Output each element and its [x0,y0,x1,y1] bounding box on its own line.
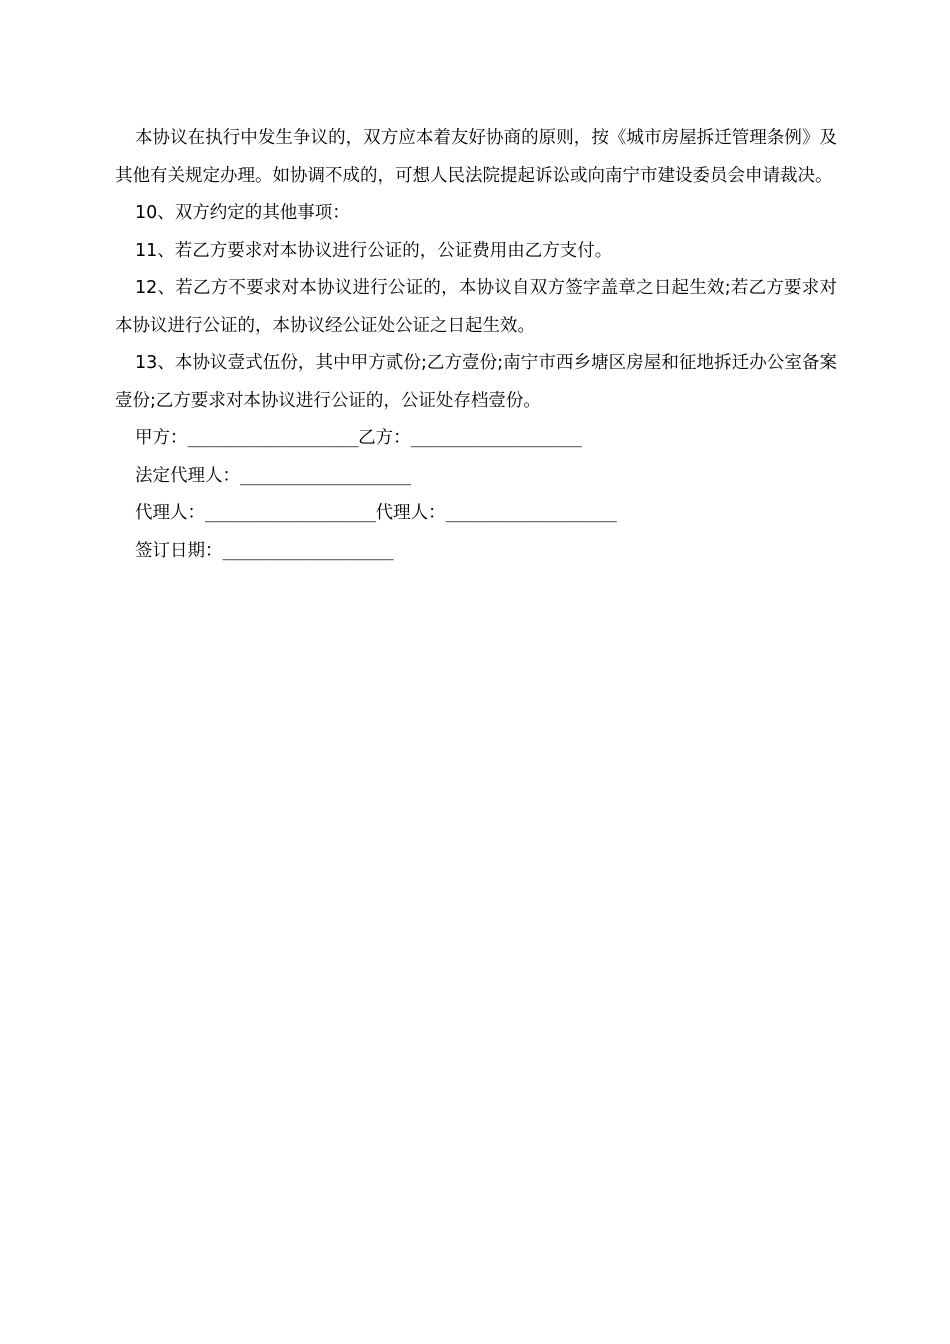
clause-12: 12、若乙方不要求对本协议进行公证的，本协议自双方签字盖章之日起生效;若乙方要求对本协议进行公证的，本协议经公证处公证之日起生效。 [115,278,837,336]
agent-a-blank: _________________ [205,503,376,523]
legal-representative-blank: _________________ [240,465,411,486]
party-b-label: 乙方： [358,428,411,448]
document-body [115,120,837,570]
signing-date-label: 签订日期： [135,540,223,561]
legal-representative-label: 法定代理人： [135,465,240,486]
signing-date-blank: _________________ [222,540,394,561]
agent-row [115,495,837,533]
clause-11: 11、若乙方要求对本协议进行公证的，公证费用由乙方支付。 [135,240,613,261]
party-b-signature-blank: _________________ [410,428,582,448]
party-a-label: 甲方： [135,428,188,448]
clause-13: 13、本协议壹式伍份，其中甲方贰份;乙方壹份;南宁市西乡塘区房屋和征地拆迁办公室备案壹份;乙方要求对本协议进行公证的，公证处存档壹份。 [115,353,837,411]
dispute-clause: 本协议在执行中发生争议的，双方应本着友好协商的原则，按《城市房屋拆迁管理条例》及其他有关规定办理。如协调不成的，可想人民法院提起诉讼或向南宁市建设委员会申请裁决。 [115,128,837,186]
signing-date-row [115,533,837,571]
agent-b-label: 代理人： [375,503,446,523]
clause-10: 10、双方约定的其他事项： [135,203,350,223]
legal-representative-row [115,458,837,496]
party-a-signature-blank: _________________ [187,428,359,448]
party-signature-row [115,420,837,458]
agent-b-blank: _________________ [445,503,617,523]
agent-a-label: 代理人： [135,503,205,523]
